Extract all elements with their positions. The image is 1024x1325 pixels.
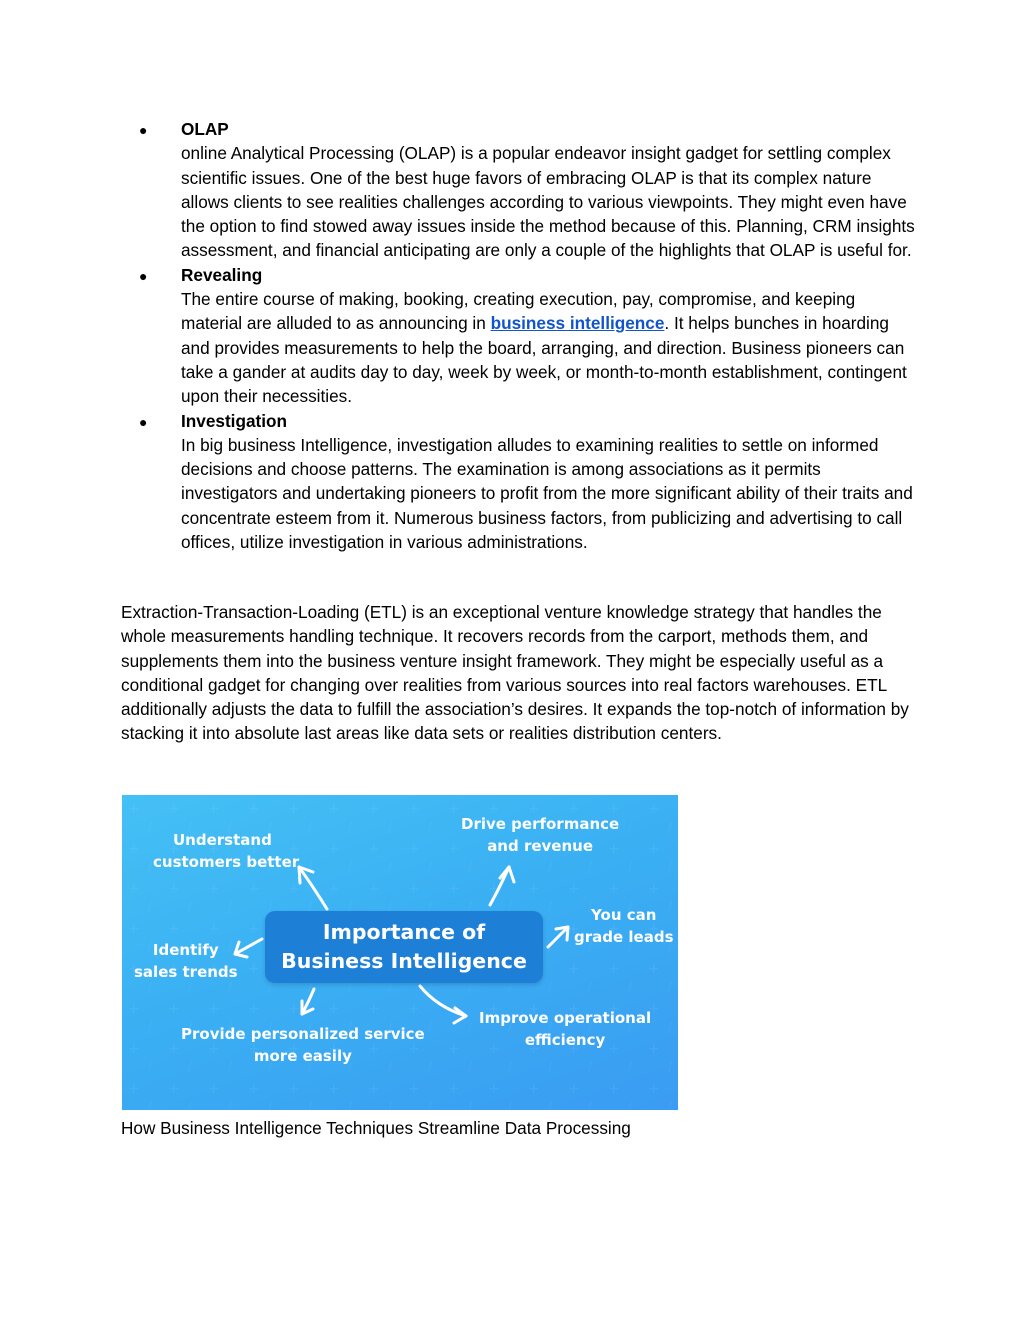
drive-line: Drive performance bbox=[461, 815, 620, 833]
grade-label bbox=[574, 904, 674, 948]
grade-line: You can bbox=[591, 906, 657, 924]
grade-line: grade leads bbox=[574, 928, 674, 946]
list-item bbox=[120, 263, 920, 409]
understand-line: customers better bbox=[153, 853, 300, 871]
list-item bbox=[120, 117, 920, 263]
etl-paragraph: Extraction-Transaction-Loading (ETL) is an exceptional venture knowledge strategy that handles the whole measurements handling technique. It recovers records from the carport, methods them, and supplements them into the business venture insight framework. They might be especially useful as a conditional gadget for changing over realities from various sources into real factors warehouses. ETL additionally adjusts the data to fulfill the association’s desires. It expands the top-notch of information by stacking it into absolute last areas like data sets or realities distribution centers. bbox=[121, 602, 909, 744]
center-label: Importance of bbox=[322, 920, 486, 944]
improve-label bbox=[479, 1007, 651, 1051]
bullet-title: Investigation bbox=[181, 410, 288, 431]
identify-line: sales trends bbox=[134, 963, 238, 981]
improve-line: efficiency bbox=[524, 1031, 606, 1049]
importance-center-box bbox=[265, 911, 543, 983]
center-label: Business Intelligence bbox=[281, 949, 527, 973]
drive-label bbox=[461, 813, 619, 857]
bullet-body-text: The entire course of making, booking, creating execution, pay, compromise, and keeping material are alluded to as announcing in bbox=[181, 289, 856, 334]
improve-line: Improve operational bbox=[479, 1009, 652, 1027]
bullet-body: In big business Intelligence, investigation alludes to examining realities to settle on informed decisions and choose patterns. The examination is among associations as it permits investigators and undertaking pioneers to profit from the more significant ability of their traits and concentrate esteem from it. Numerous business factors, from publicizing and advertising to call offices, utilize investigation in various administrations. bbox=[181, 434, 913, 553]
drive-line: and revenue bbox=[487, 837, 594, 855]
personalized-label bbox=[181, 1023, 425, 1067]
bullet-title: OLAP bbox=[181, 119, 229, 139]
bullet-list bbox=[120, 117, 920, 554]
bullet-title: Revealing bbox=[181, 264, 263, 285]
identify-label bbox=[134, 939, 238, 983]
bullet-body-text: . It helps bunches in hoarding and provides measurements to help the board, arranging, and direction. Business pioneers can take a gander at audits day to day, week by week, or month-to-month establishment, contingent upon their necessities. bbox=[181, 313, 907, 407]
bi-importance-figure bbox=[122, 795, 678, 1110]
bullet-body: online Analytical Processing (OLAP) is a popular endeavor insight gadget for settling complex scientific issues. One of the best huge favors of embracing OLAP is that its complex nature allows clients to see realities challenges according to various viewpoints. They might even have the option to find stowed away issues inside the method because of this. Planning, CRM insights assessment, and financial anticipating are only a couple of the highlights that OLAP is useful for. bbox=[181, 143, 915, 261]
identify-line: Identify bbox=[152, 941, 219, 959]
personalized-line: Provide personalized service bbox=[181, 1025, 425, 1043]
understand-label bbox=[153, 829, 299, 873]
bullet-icon: ● bbox=[139, 413, 148, 430]
list-item bbox=[120, 409, 920, 555]
bullet-icon: ● bbox=[139, 122, 148, 138]
understand-line: Understand bbox=[173, 831, 272, 849]
bullet-body bbox=[181, 287, 920, 408]
business-intelligence-link[interactable]: business intelligence bbox=[490, 313, 665, 334]
personalized-line: more easily bbox=[253, 1047, 352, 1065]
bullet-icon: ● bbox=[139, 267, 148, 284]
figure-caption: How Business Intelligence Techniques Streamline Data Processing bbox=[121, 1118, 631, 1138]
